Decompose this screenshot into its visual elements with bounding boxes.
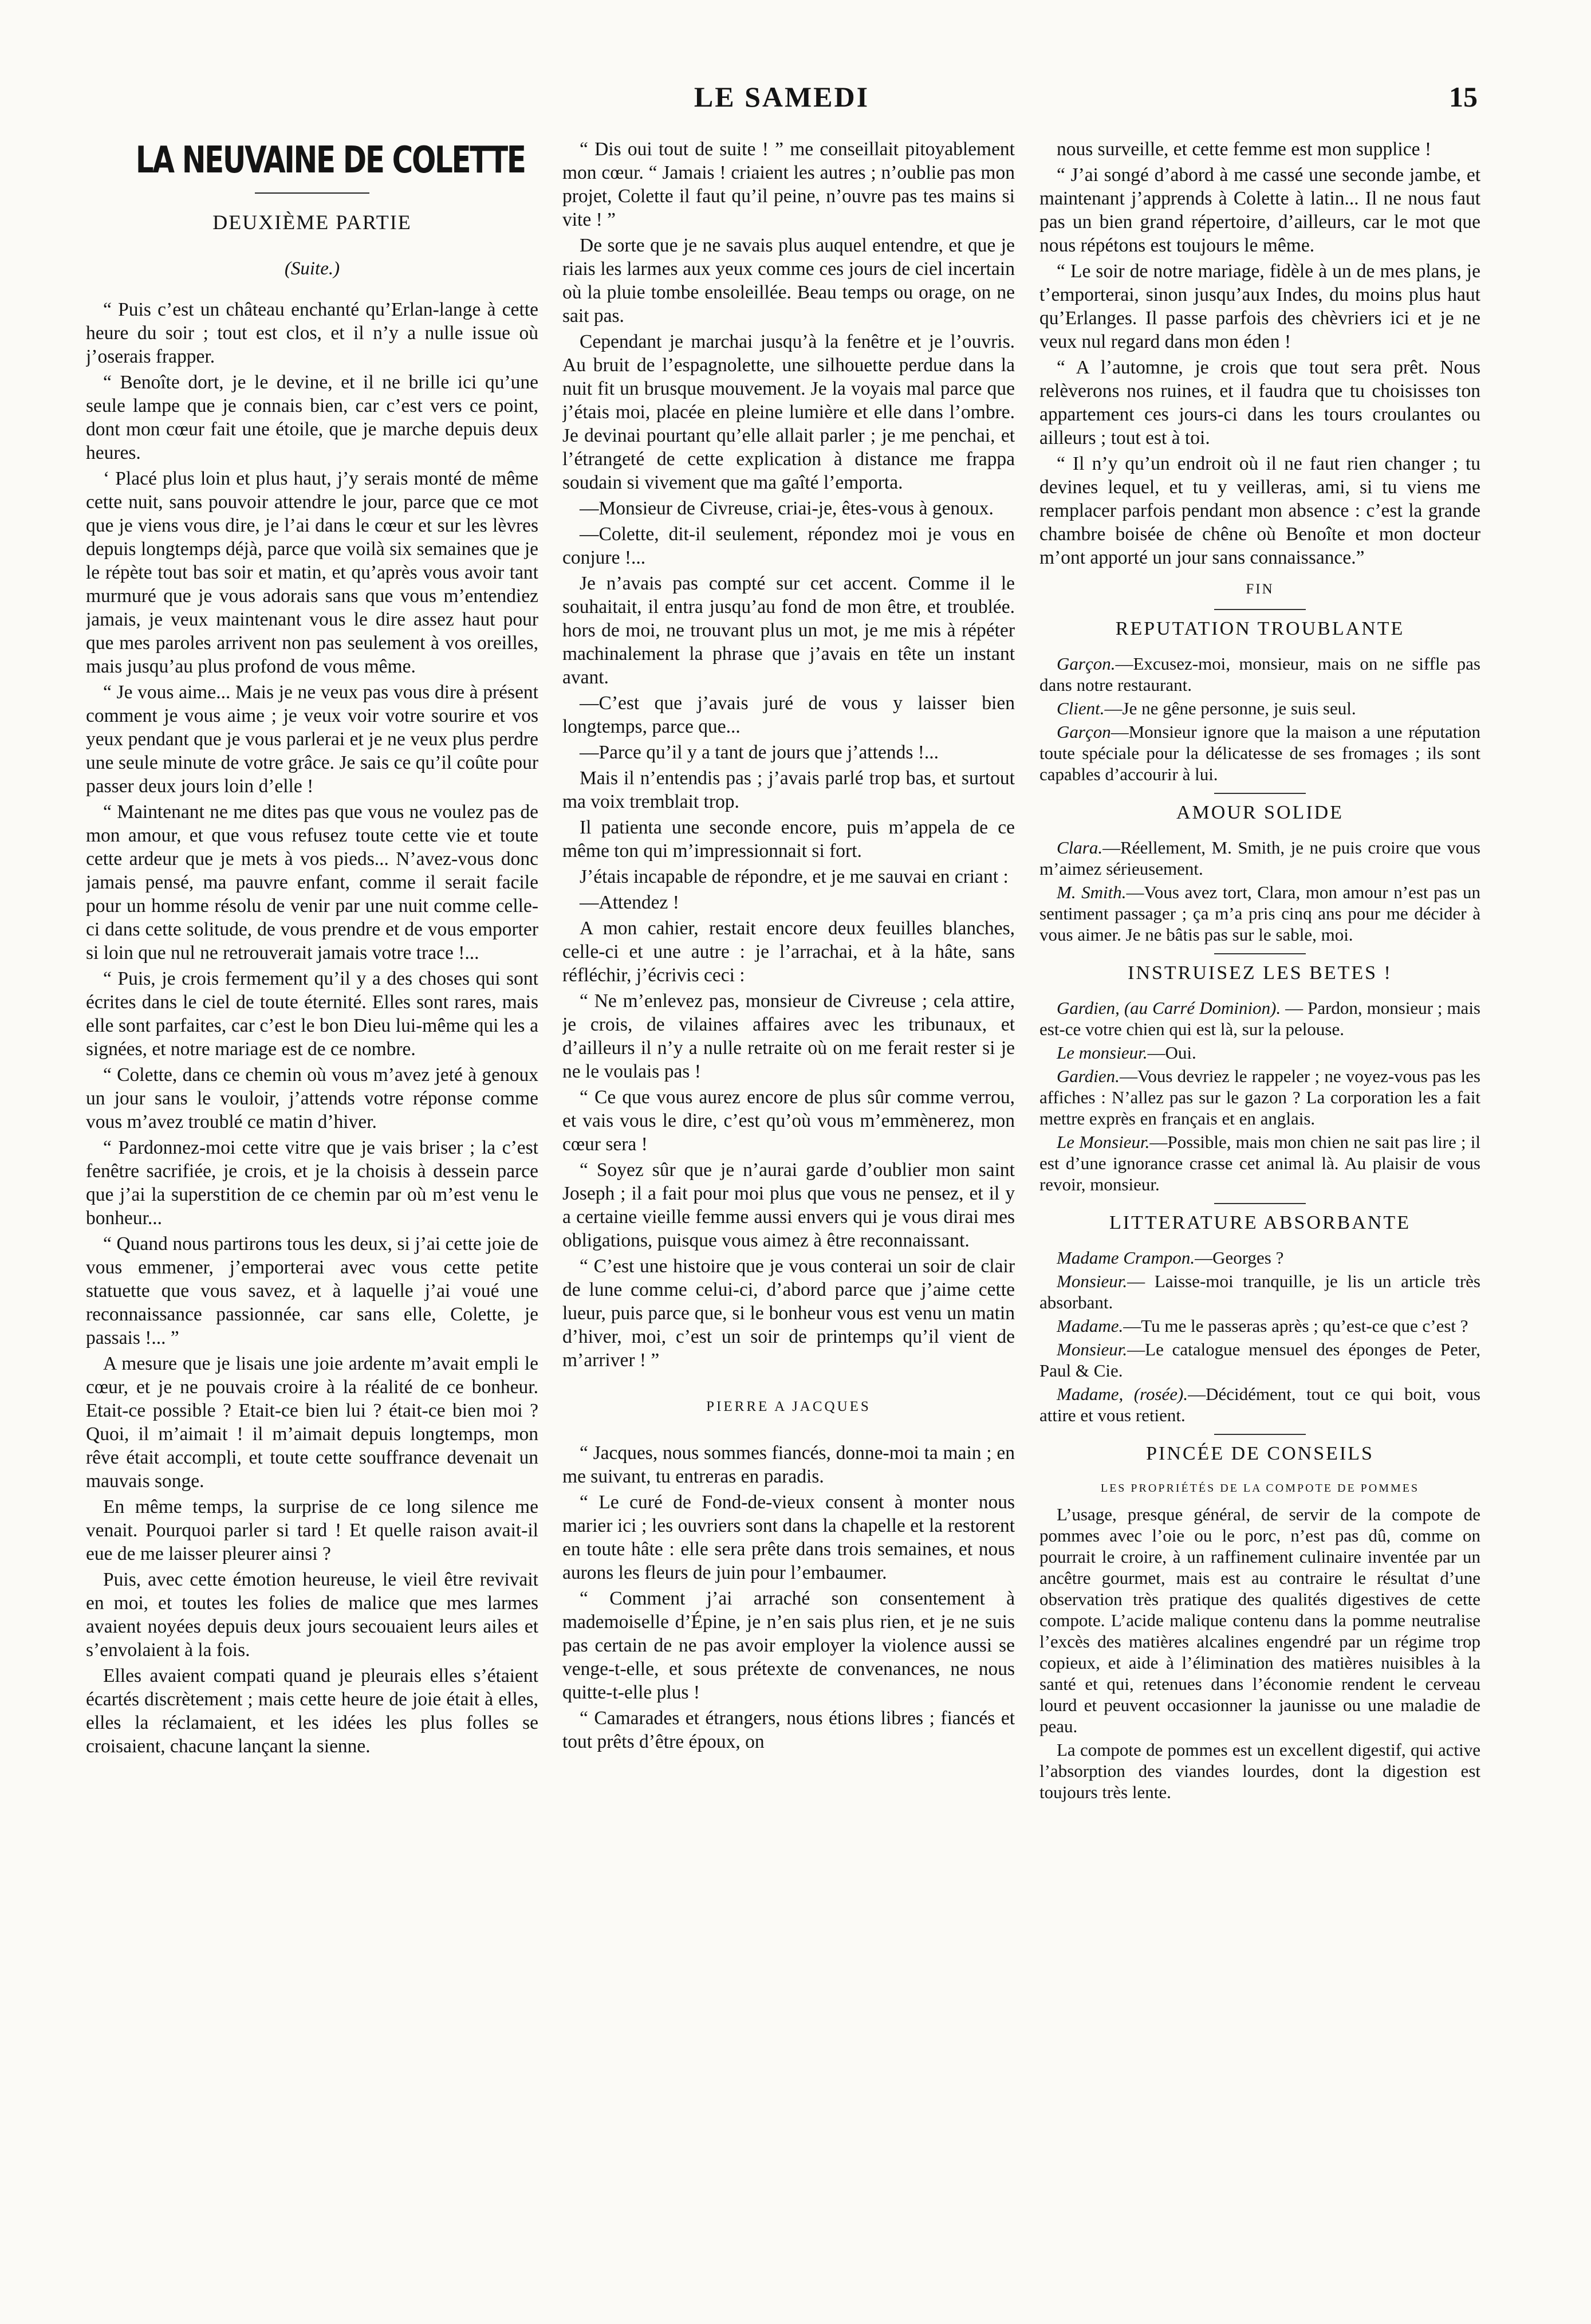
- paragraph: “ Soyez sûr que je n’aurai garde d’oublier mon saint Joseph ; il a fait pour moi plus que vous ne pensez, et il y a certaine vieille femme aussi envers qui je vous dirai mes obligations, puisque vous aimez à être reconnaissant.: [562, 1159, 1015, 1251]
- joke-betes: [1039, 962, 1480, 1195]
- page-header: [86, 80, 1478, 120]
- joke-amour: [1039, 802, 1480, 945]
- paragraph: “ Puis c’est un château enchanté qu’Erlan-lange à cette heure du soir ; tout est clos, et il n’y a nulle issue où j’oserais frapper.: [86, 299, 538, 367]
- line-text: —Possible, mais mon chien ne sait pas lire ; il est d’une ignorance crasse cet animal là. Au plaisir de vous revoir, monsieur.: [1039, 1132, 1480, 1194]
- speaker: Madame, (rosée).: [1057, 1384, 1188, 1404]
- paragraph: Je n’avais pas compté sur cet accent. Comme il le souhaitait, il entra jusqu’au fond de mon être, et troublée. hors de moi, ne trouvant plus un mot, je me mis à répéter machinalement la phrase que j’avais en tête un instant avant.: [562, 573, 1015, 688]
- newspaper-title: LE SAMEDI: [694, 81, 870, 113]
- paragraph: “ C’est une histoire que je vous conterai un soir de clair de lune comme celui-ci, d’abord parce que j’aime cette lueur, puis parce que, si le bonheur vous est venu un matin d’hiver, moi, c’est un soir de printemps qu’il vient de m’arriver ! ”: [562, 1256, 1015, 1371]
- joke-title: AMOUR SOLIDE: [1176, 802, 1344, 823]
- speaker: Le Monsieur.: [1057, 1132, 1150, 1152]
- line-text: —Oui.: [1147, 1043, 1196, 1063]
- speaker: Garçon.: [1057, 654, 1116, 674]
- paragraph: L’usage, presque général, de servir de la compote de pommes avec l’oie ou le porc, n’est pas dû, comme on pourrait le croire, à un raffinement culinaire inventée par un ancêtre gourmet, mais est au contraire le résultat d’une observation très pratique des qualités digestives de cette compote. L’acide malique contenu dans la pomme neutralise l’excès des matières alcalines engendré par un régime trop copieux, et aide à l’élimination des matières nuisibles à la santé et qui, retenues dans l’économie rendent le cerveau lourd et peuvent occasionner la jaunisse ou une maladie de peau.: [1039, 1504, 1480, 1736]
- line-text: —Monsieur ignore que la maison a une réputation toute spéciale pour la délicatesse de ses fromages ; ils sont capables d’accourir à lui.: [1039, 722, 1480, 784]
- paragraph: “ Dis oui tout de suite ! ” me conseillait pitoyablement mon cœur. “ Jamais ! criaient les autres ; n’oublie pas mon projet, Colette il faut qu’il peine, n’ouvre pas tes mains si vite ! ”: [562, 139, 1015, 230]
- section-rule: [1214, 1434, 1306, 1435]
- story-end: FIN: [1246, 581, 1274, 597]
- section-rule: [1214, 953, 1306, 954]
- joke-reputation: [1039, 618, 1480, 785]
- paragraph: “ Ce que vous aurez encore de plus sûr comme verrou, et vais vous le dire, c’est qu’où vous m’emmènerez, mon cœur sera !: [562, 1087, 1015, 1155]
- dialogue-line: [1039, 882, 1480, 945]
- line-text: —Vous avez tort, Clara, mon amour n’est pas un sentiment passager ; ça m’a pris cinq ans pour me décider à vous aimer. Je ne bâtis pas sur le sable, moi.: [1039, 882, 1480, 945]
- section-rule: [1214, 609, 1306, 610]
- line-text: —Je ne gêne personne, je suis seul.: [1104, 698, 1356, 718]
- dialogue-line: [1039, 1315, 1480, 1336]
- paragraph: “ Quand nous partirons tous les deux, si j’ai cette joie de vous emmener, j’emporterai avec vous cette petite statuette que vous savez, et à laquelle j’ai voué une reconnaissance passionnée, car sans elle, Colette, je passais !... ”: [86, 1233, 538, 1348]
- dialogue-line: [1039, 1131, 1480, 1195]
- paragraph: “ Pardonnez-moi cette vitre que je vais briser ; la c’est fenêtre sacrifiée, je crois, et je la choisis à dessein parce que j’ai la superstition de ce chemin par où m’est venu le bonheur...: [86, 1137, 538, 1229]
- advice-section: [1039, 1443, 1480, 1803]
- story-suite: (Suite.): [284, 258, 340, 279]
- paragraph: “ Benoîte dort, je le devine, et il ne brille ici qu’une seule lampe que je connais bien, car c’est vers ce point, dont mon cœur fait une étoile, que je marche depuis deux heures.: [86, 372, 538, 463]
- paragraph: nous surveille, et cette femme est mon supplice !: [1057, 139, 1431, 160]
- dialogue-line: [1039, 1065, 1480, 1129]
- dialogue-line: [1039, 1339, 1480, 1381]
- page-number: 15: [1449, 81, 1478, 113]
- line-text: — Laisse-moi tranquille, je lis un article très absorbant.: [1039, 1271, 1480, 1312]
- paragraph: “ Jacques, nous sommes fiancés, donne-moi ta main ; en me suivant, tu entreras en paradis.: [562, 1442, 1015, 1487]
- paragraph: Puis, avec cette émotion heureuse, le vieil être revivait en moi, et toutes les folies de malice que mes larmes avaient noyées depuis deux jours secouaient leurs ailes et s’envolaient à la fois.: [86, 1569, 538, 1661]
- paragraph: “ Maintenant ne me dites pas que vous ne voulez pas de mon amour, et que vous refusez toute cette vie et toute cette ardeur que je mets à vos pieds... N’avez-vous donc jamais pensé, ma pauvre enfant, comme il serait facile pour un homme résolu de venir par une nuit comme celle-ci dans cette solitude, de vous prendre et de vous emporter si loin que nul ne retrouverait jamais votre trace !...: [86, 801, 538, 964]
- line-text: — Pardon, monsieur ; mais est-ce votre chien qui est là, sur la pelouse.: [1039, 998, 1480, 1039]
- paragraph: De sorte que je ne savais plus auquel entendre, et que je riais les larmes aux yeux comme ces jours de ciel incertain où la pluie tombe ensoleillée. Beau temps ou orage, on ne sait pas.: [562, 235, 1015, 327]
- joke-title: REPUTATION TROUBLANTE: [1115, 618, 1405, 639]
- joke-litterature: [1039, 1212, 1480, 1426]
- story-title: LA NEUVAINE DE COLETTE: [135, 139, 525, 182]
- speaker: Clara.: [1057, 837, 1103, 858]
- advice-kicker: LES PROPRIÉTÉS DE LA COMPOTE DE POMMES: [1100, 1482, 1420, 1495]
- joke-title: LITTERATURE ABSORBANTE: [1109, 1212, 1411, 1233]
- speaker: Garçon: [1057, 722, 1111, 742]
- advice-title: PINCÉE DE CONSEILS: [1146, 1443, 1374, 1464]
- speaker: Le monsieur.: [1057, 1043, 1148, 1063]
- paragraph: Mais il n’entendis pas ; j’avais parlé trop bas, et surtout ma voix tremblait trop.: [562, 768, 1015, 812]
- speaker: Gardien.: [1057, 1066, 1120, 1086]
- line-text: —Le catalogue mensuel des éponges de Peter, Paul & Cie.: [1039, 1339, 1480, 1381]
- paragraph: “ J’ai songé d’abord à me cassé une seconde jambe, et maintenant j’apprends à Colette à latin... Il ne nous faut pas un bien grand répertoire, d’ailleurs, car le mot que nous répétons est toujours le même.: [1039, 164, 1480, 256]
- dialogue-line: [1039, 1383, 1480, 1426]
- dialogue-line: [1039, 698, 1480, 719]
- line-text: —Excusez-moi, monsieur, mais on ne siffle pas dans notre restaurant.: [1039, 654, 1480, 695]
- speaker: Monsieur.: [1057, 1339, 1128, 1359]
- dialogue-line: [1039, 837, 1480, 879]
- speaker: Madame Crampon.: [1057, 1248, 1195, 1268]
- paragraph: “ Camarades et étrangers, nous étions libres ; fiancés et tout prêts d’être époux, on: [562, 1708, 1015, 1752]
- paragraph: “ Colette, dans ce chemin où vous m’avez jeté à genoux un jour sans le vouloir, j’attends votre réponse comme vous m’avez troublé ce matin d’hiver.: [86, 1064, 538, 1132]
- section-rule: [1214, 1203, 1306, 1204]
- line-text: —Réellement, M. Smith, je ne puis croire que vous m’aimez sérieusement.: [1039, 837, 1480, 879]
- speaker: Client.: [1057, 698, 1105, 718]
- section-rule: [1214, 793, 1306, 794]
- column-2: [562, 137, 1015, 2309]
- line-text: —Georges ?: [1195, 1248, 1284, 1268]
- paragraph: “ Comment j’ai arraché son consentement à mademoiselle d’Épine, je n’en sais plus rien, et je ne suis pas certain de ne pas avoir employer la violence aussi se venge-t-elle, et sous prétexte de convenances, ne nous quitte-t-elle plus !: [562, 1588, 1015, 1703]
- letter-title: PIERRE A JACQUES: [706, 1399, 871, 1414]
- paragraph: La compote de pommes est un excellent digestif, qui active l’absorption des viandes lourdes, dont la digestion est toujours très lente.: [1039, 1740, 1480, 1802]
- paragraph: “ Le curé de Fond-de-vieux consent à monter nous marier ici ; les ouvriers sont dans la chapelle et la restorent en toute hâte : elle sera prête dans trois semaines, et nous aurons les fleurs de juin pour l’embaumer.: [562, 1492, 1015, 1583]
- dialogue-line: [1039, 653, 1480, 695]
- paragraph: —Attendez !: [580, 892, 679, 913]
- paragraph: —Parce qu’il y a tant de jours que j’attends !...: [580, 742, 939, 763]
- speaker: Gardien, (au Carré Dominion).: [1057, 998, 1281, 1018]
- speaker: Madame.: [1057, 1316, 1124, 1336]
- dialogue-line: [1039, 1247, 1480, 1268]
- paragraph: En même temps, la surprise de ce long silence me venait. Pourquoi parler si tard ! Et quelle raison avait-il eue de me laisser pleurer ainsi ?: [86, 1496, 538, 1564]
- speaker: Monsieur.: [1057, 1271, 1128, 1291]
- paragraph: “ Puis, je crois fermement qu’il y a des choses qui sont écrites dans le ciel de toute éternité. Elles sont rares, mais elle sont parfaites, car c’est le bon Dieu lui-même qui les a signées, et notre mariage est de ce nombre.: [86, 968, 538, 1060]
- paragraph: —Colette, dit-il seulement, répondez moi je vous en conjure !...: [562, 524, 1015, 568]
- paragraph: “ Je vous aime... Mais je ne veux pas vous dire à présent comment je vous aime ; je veux voir votre sourire et vos yeux pendant que je vous parlerai et je ne veux plus perdre une seule minute de votre grâce. Je sais ce qu’il coûte pour passer deux jours loin d’elle !: [86, 682, 538, 797]
- paragraph: “ A l’automne, je crois que tout sera prêt. Nous relèverons nos ruines, et il faudra que tu choisisses ton appartement ces jours-ci dans les tours croulantes ou ailleurs ; tout est à toi.: [1039, 357, 1480, 449]
- paragraph: A mon cahier, restait encore deux feuilles blanches, celle-ci et une autre : je l’arrachai, et à la hâte, sans réfléchir, j’écrivis ceci :: [562, 918, 1015, 986]
- paragraph: A mesure que je lisais une joie ardente m’avait empli le cœur, et je ne pouvais croire à la réalité de ce bonheur. Etait-ce possible ? Etait-ce bien lui ? était-ce bien moi ? Quoi, il m’aimait ! il m’aimait depuis longtemps, mon rêve était accompli, et toute cette souffrance devenait un mauvais songe.: [86, 1353, 538, 1492]
- speaker: M. Smith.: [1057, 882, 1127, 902]
- paragraph: ‘ Placé plus loin et plus haut, j’y serais monté de même cette nuit, sans pouvoir attendre le jour, parce que ce mot que je viens vous dire, je l’ai dans le cœur et sur les lèvres depuis longtemps déjà, parce que voilà six semaines que je le répète tout bas soir et matin, et qu’après vous avoir tant murmuré que je vous adorais sans que vous m’entendiez jamais, je veux maintenant vous le dire assez haut pour que mes paroles arrivent non pas seulement à vos oreilles, mais jusqu’au plus profond de vous même.: [86, 468, 538, 677]
- joke-title: INSTRUISEZ LES BETES !: [1128, 962, 1392, 984]
- paragraph: Il patienta une seconde encore, puis m’appela de ce même ton qui m’impressionnait si fort.: [562, 817, 1015, 862]
- column-1: [86, 137, 538, 2309]
- paragraph: “ Ne m’enlevez pas, monsieur de Civreuse ; cela attire, je crois, de vilaines affaires avec les tribunaux, et d’ailleurs il n’y a nulle retraite où on me ferait rester si je ne le voulais pas !: [562, 990, 1015, 1082]
- title-rule: [255, 192, 369, 194]
- dialogue-line: [1039, 1271, 1480, 1313]
- paragraph: “ Le soir de notre mariage, fidèle à un de mes plans, je t’emporterai, sinon jusqu’aux Indes, du moins plus haut qu’Erlanges. Il passe parfois des chèvriers ici et je ne veux nul regard dans mon éden !: [1039, 261, 1480, 352]
- line-text: —Vous devriez le rappeler ; ne voyez-vous pas les affiches : N’allez pas sur le gazon ? La corporation les a fait mettre exprès en français et en anglais.: [1039, 1066, 1480, 1128]
- line-text: —Décidément, tout ce qui boit, vous attire et vous retient.: [1039, 1384, 1480, 1425]
- dialogue-line: [1039, 1042, 1480, 1063]
- paragraph: —C’est que j’avais juré de vous y laisser bien longtemps, parce que...: [562, 693, 1015, 737]
- line-text: —Tu me le passeras après ; qu’est-ce que c’est ?: [1123, 1316, 1468, 1336]
- dialogue-line: [1039, 721, 1480, 785]
- paragraph: J’étais incapable de répondre, et je me sauvai en criant :: [580, 866, 1009, 887]
- column-3: [1039, 137, 1480, 2309]
- paragraph: Cependant je marchai jusqu’à la fenêtre et je l’ouvris. Au bruit de l’espagnolette, une silhouette perdue dans la nuit fit un brusque mouvement. Je la voyais mal parce que j’étais moi, placée en pleine lumière et elle dans l’ombre. Je devinai pourtant qu’elle allait parler ; je me penchai, et l’étrangeté de cette explication à distance me frappa soudain si vivement que ma gaîté l’emporta.: [562, 331, 1015, 493]
- paragraph: “ Il n’y qu’un endroit où il ne faut rien changer ; tu devines lequel, et tu y veilleras, ami, si tu viens me remplacer parfois pendant mon absence : c’est la grande chambre boisée de chêne où Benoîte et mon docteur m’ont apporté un jour sans connaissance.”: [1039, 453, 1480, 568]
- paragraph: Elles avaient compati quand je pleurais elles s’étaient écartés discrètement ; mais cette heure de joie était à elles, elles la réclamaient, et les idées les plus folles se croisaient, chacune lançant la sienne.: [86, 1665, 538, 1757]
- paragraph: —Monsieur de Civreuse, criai-je, êtes-vous à genoux.: [580, 498, 994, 519]
- dialogue-line: [1039, 997, 1480, 1040]
- story-part: DEUXIÈME PARTIE: [212, 211, 412, 234]
